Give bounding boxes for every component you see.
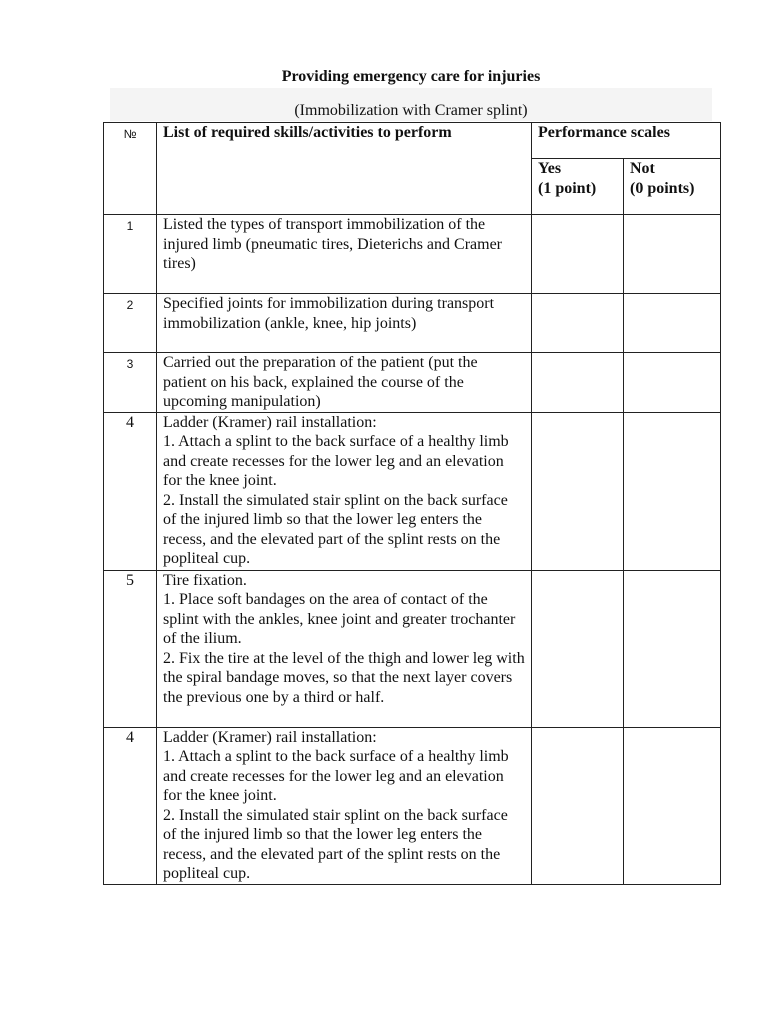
table-row [104, 353, 721, 413]
header-yes: Yes (1 point) [532, 159, 624, 215]
header-number: № [104, 123, 157, 215]
skills-checklist-table [103, 122, 721, 885]
row-not-cell[interactable] [624, 294, 721, 353]
row-text: Ladder (Kramer) rail installation: 1. Attach a splint to the back surface of a healthy limb and create recesses for the lower leg and an elevation for the knee joint. 2. Install the simulated stair splint on the back surface of the injured limb so that the lower leg enters the recess, and the elevated part of the splint rests on the popliteal cup. [157, 727, 532, 884]
row-text: Specified joints for immobilization during transport immobilization (ankle, knee, hip joints) [157, 294, 532, 353]
row-text: Tire fixation. 1. Place soft bandages on the area of contact of the splint with the ankles, knee joint and greater trochanter of the ilium. 2. Fix the tire at the level of the thigh and lower leg with the spiral bandage moves, so that the next layer covers the previous one by a third or half. [157, 570, 532, 727]
table-row [104, 215, 721, 294]
row-yes-cell[interactable] [532, 727, 624, 884]
row-number: 2 [104, 294, 157, 353]
row-number: 4 [104, 727, 157, 884]
table-row [104, 570, 721, 727]
table-row [104, 412, 721, 570]
row-yes-cell[interactable] [532, 412, 624, 570]
table-row [104, 727, 721, 884]
table-row [104, 294, 721, 353]
row-number: 5 [104, 570, 157, 727]
row-yes-cell[interactable] [532, 570, 624, 727]
row-number: 3 [104, 353, 157, 413]
row-not-cell[interactable] [624, 353, 721, 413]
header-not: Not (0 points) [624, 159, 721, 215]
row-text: Carried out the preparation of the patient (put the patient on his back, explained the course of the upcoming manipulation) [157, 353, 532, 413]
row-text: Ladder (Kramer) rail installation: 1. Attach a splint to the back surface of a healthy limb and create recesses for the lower leg and an elevation for the knee joint. 2. Install the simulated stair splint on the back surface of the injured limb so that the lower leg enters the recess, and the elevated part of the splint rests on the popliteal cup. [157, 412, 532, 570]
row-not-cell[interactable] [624, 727, 721, 884]
header-performance-scales: Performance scales [532, 123, 721, 159]
row-not-cell[interactable] [624, 215, 721, 294]
row-yes-cell[interactable] [532, 294, 624, 353]
row-yes-cell[interactable] [532, 215, 624, 294]
row-not-cell[interactable] [624, 570, 721, 727]
row-text: Listed the types of transport immobilization of the injured limb (pneumatic tires, Dieterichs and Cramer tires) [157, 215, 532, 294]
row-not-cell[interactable] [624, 412, 721, 570]
row-yes-cell[interactable] [532, 353, 624, 413]
document-subtitle: (Immobilization with Cramer splint) [294, 102, 528, 119]
document-title: Providing emergency care for injuries [281, 68, 541, 85]
row-number: 1 [104, 215, 157, 294]
header-skills: List of required skills/activities to perform [157, 123, 532, 215]
row-number: 4 [104, 412, 157, 570]
